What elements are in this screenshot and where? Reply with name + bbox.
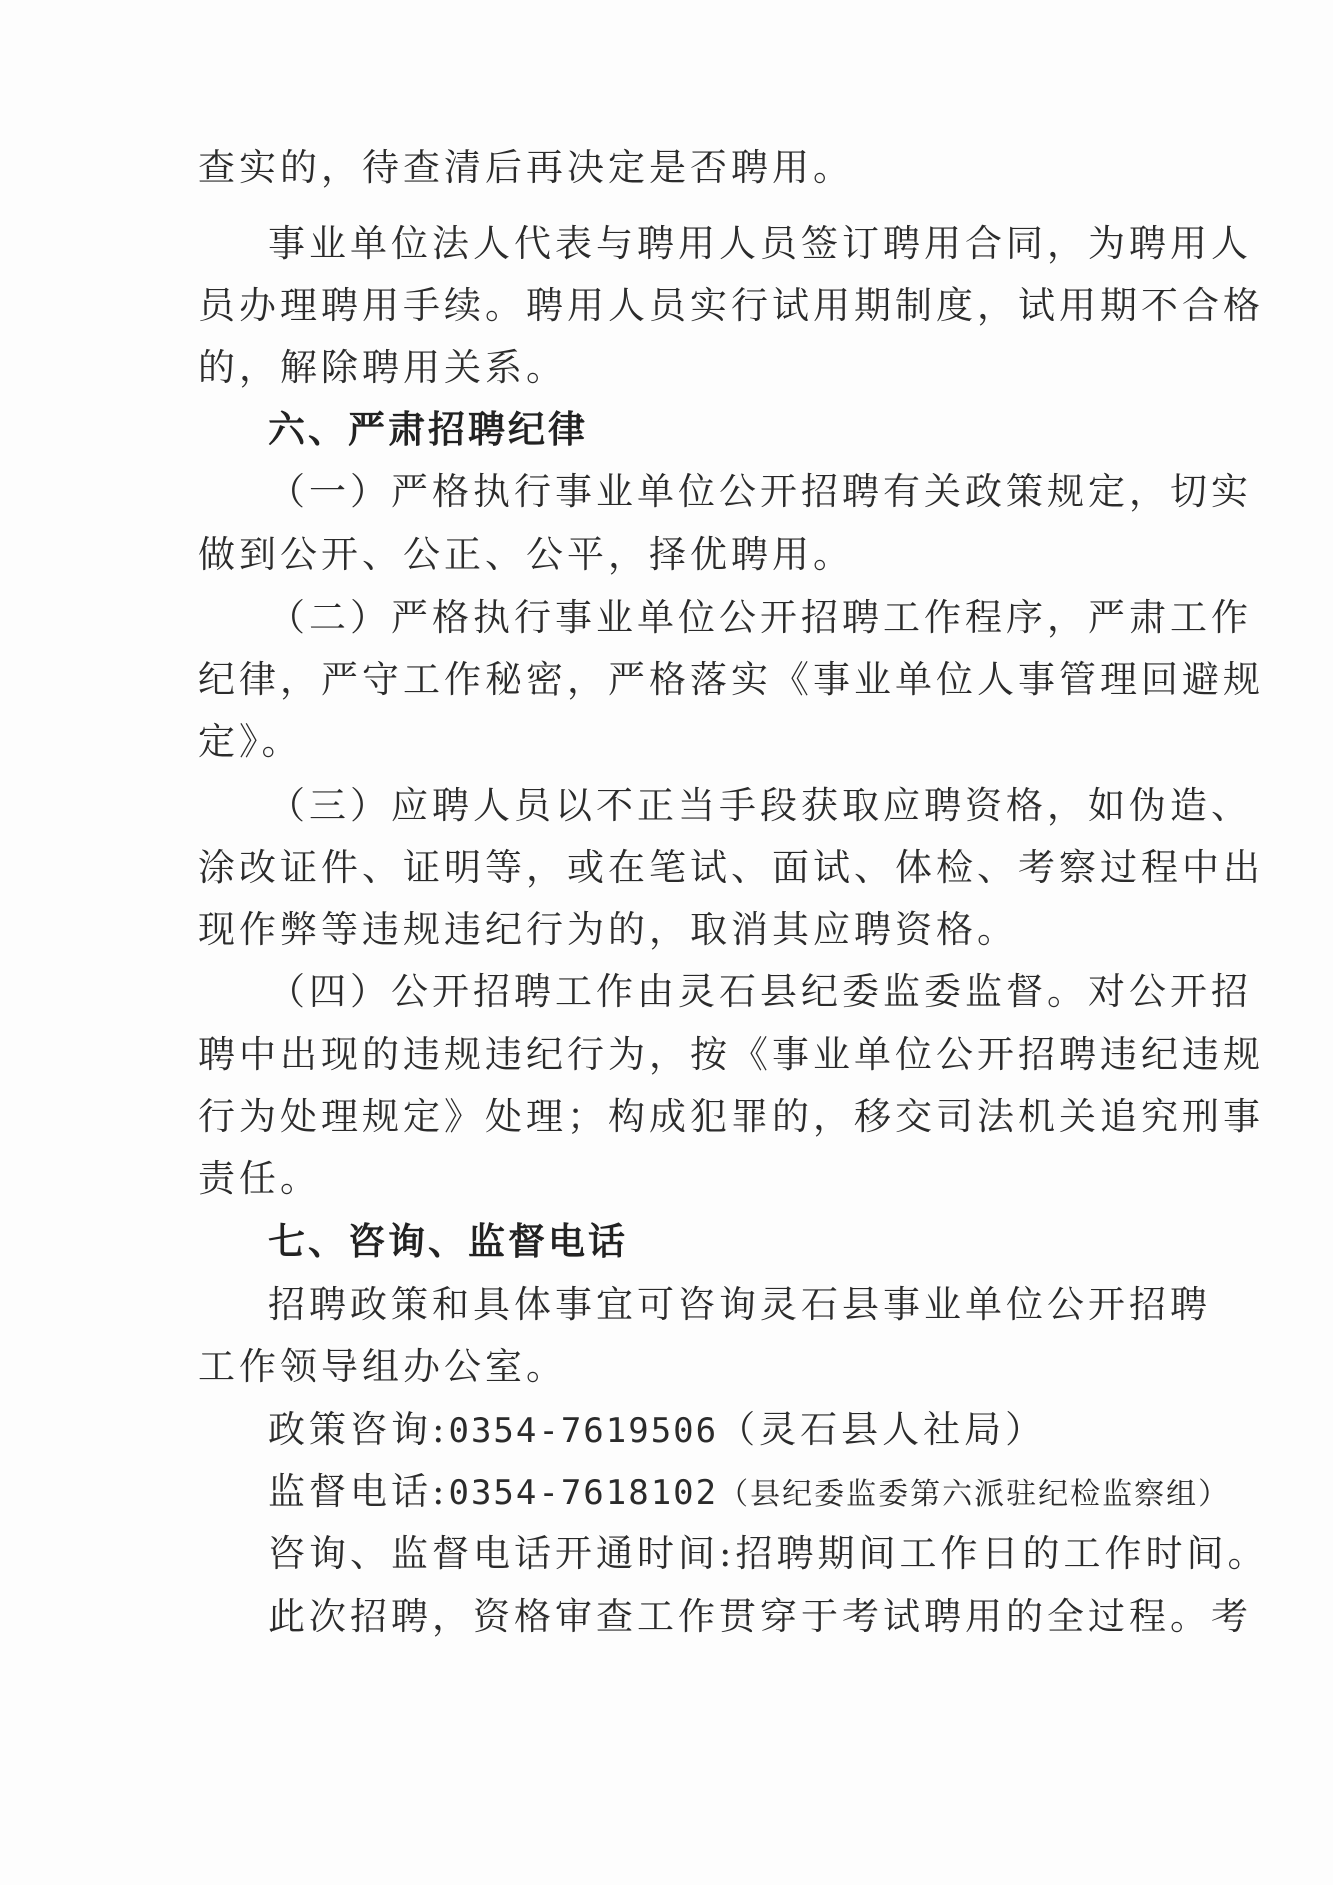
policy-phone-label: 政策咨询: — [268, 1408, 449, 1451]
section7-intro-line2: 工作领导组办公室。 — [198, 1345, 567, 1388]
supervision-phone-label: 监督电话: — [268, 1470, 449, 1513]
policy-phone-number: 0354-7619506 — [448, 1411, 719, 1451]
policy-phone-row — [268, 1408, 1046, 1453]
section6-item2-line1: （二）严格执行事业单位公开招聘工作程序，严肃工作 — [268, 596, 1252, 639]
policy-phone-org: （灵石县人社局） — [718, 1408, 1047, 1451]
supervision-phone-row — [268, 1470, 1230, 1517]
section6-heading: 六、严肃招聘纪律 — [268, 408, 588, 451]
section6-item4-line1: （四）公开招聘工作由灵石县纪委监委监督。对公开招 — [268, 970, 1252, 1013]
section6-item2-line2: 纪律，严守工作秘密，严格落实《事业单位人事管理回避规 — [198, 658, 1264, 701]
section6-item4-line3: 行为处理规定》处理；构成犯罪的，移交司法机关追究刑事 — [198, 1095, 1264, 1138]
paragraph-continuation: 查实的，待查清后再决定是否聘用。 — [198, 146, 854, 189]
section6-item2-line3: 定》。 — [198, 720, 303, 763]
section6-item1-line2: 做到公开、公正、公平，择优聘用。 — [198, 533, 854, 576]
supervision-phone-org: （县纪委监委第六派驻纪检监察组） — [718, 1477, 1231, 1512]
closing-line: 此次招聘，资格审查工作贯穿于考试聘用的全过程。考 — [268, 1595, 1252, 1638]
section6-item4-line4: 责任。 — [198, 1157, 321, 1200]
contract-paragraph-line3: 的，解除聘用关系。 — [198, 346, 567, 389]
contract-paragraph-line1: 事业单位法人代表与聘用人员签订聘用合同，为聘用人 — [268, 222, 1252, 265]
section6-item4-line2: 聘中出现的违规违纪行为，按《事业单位公开招聘违纪违规 — [198, 1033, 1264, 1076]
supervision-phone-number: 0354-7618102 — [448, 1473, 719, 1513]
contract-paragraph-line2: 员办理聘用手续。聘用人员实行试用期制度，试用期不合格 — [198, 284, 1264, 327]
section6-item3-line2: 涂改证件、证明等，或在笔试、面试、体检、考察过程中出 — [198, 846, 1264, 889]
section6-item1-line1: （一）严格执行事业单位公开招聘有关政策规定，切实 — [268, 470, 1252, 513]
section6-item3-line3: 现作弊等违规违纪行为的，取消其应聘资格。 — [198, 908, 1018, 951]
section6-item3-line1: （三）应聘人员以不正当手段获取应聘资格，如伪造、 — [268, 784, 1252, 827]
section7-heading: 七、咨询、监督电话 — [268, 1220, 628, 1263]
section7-intro-line1: 招聘政策和具体事宜可咨询灵石县事业单位公开招聘 — [268, 1283, 1211, 1326]
phone-hours: 咨询、监督电话开通时间:招聘期间工作日的工作时间。 — [268, 1532, 1269, 1575]
